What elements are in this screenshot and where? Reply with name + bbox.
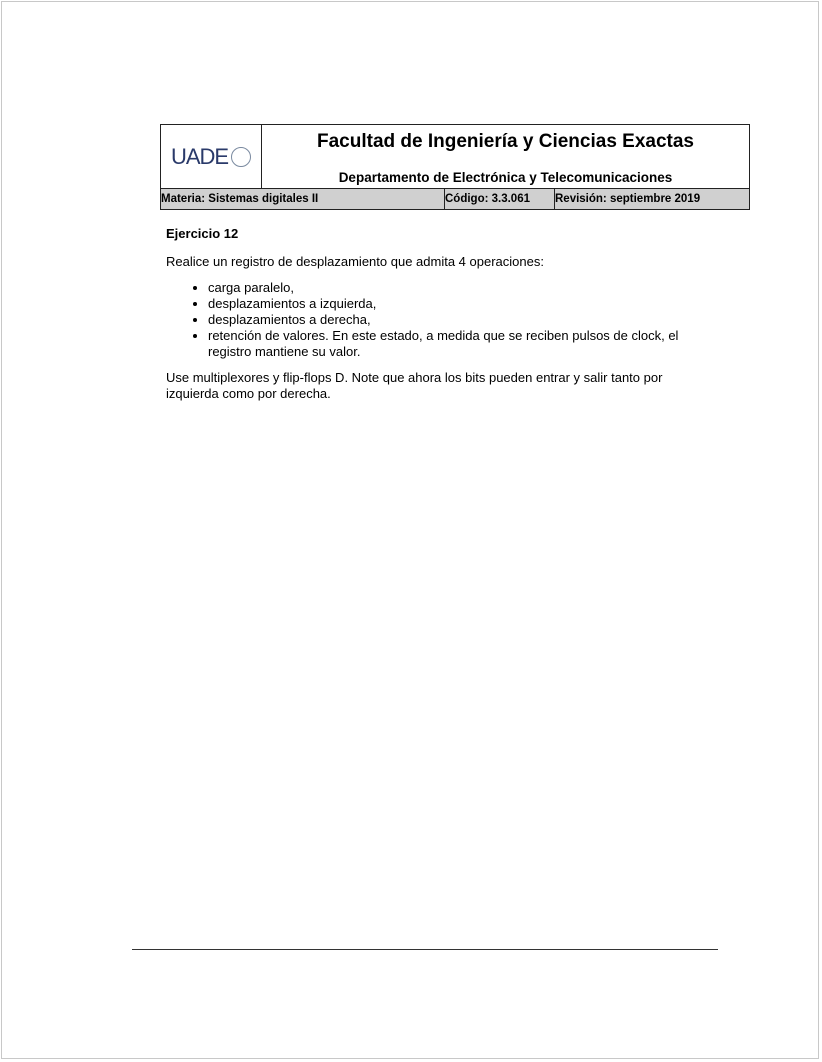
exercise-content [166, 226, 686, 402]
list-item: • carga paralelo, [208, 280, 686, 296]
page-body [160, 124, 750, 402]
code: Código: 3.3.061 [445, 189, 555, 210]
header-table [160, 124, 750, 210]
document-page [1, 1, 819, 1059]
seal-icon [231, 147, 251, 167]
subject [161, 189, 445, 210]
footer-rule [132, 949, 718, 950]
logo [161, 125, 262, 189]
intro: Realice un registro de desplazamiento que admita 4 operaciones: [166, 254, 544, 269]
revision: Revisión: septiembre 2019 [555, 189, 750, 210]
operations-list [166, 280, 686, 360]
list-item: • desplazamientos a izquierda, [208, 296, 686, 312]
list-item: • retención de valores. En este estado, a medida que se reciben pulsos de clock, el registro mantiene su valor. [208, 328, 686, 360]
closing: Use multiplexores y flip-flops D. Note que ahora los bits pueden entrar y salir tanto por izquierda como por derecha. [166, 370, 663, 401]
department: Departamento de Electrónica y Telecomunicaciones [338, 170, 673, 185]
subject-text: Materia: Sistemas digitales II [161, 193, 319, 205]
exercise-heading: Ejercicio 12 [166, 226, 239, 241]
faculty-title: Facultad de Ingeniería y Ciencias Exactas [317, 131, 694, 152]
title-cell [262, 125, 750, 189]
list-item: • desplazamientos a derecha, [208, 312, 686, 328]
logo-text: UADE [170, 143, 229, 169]
